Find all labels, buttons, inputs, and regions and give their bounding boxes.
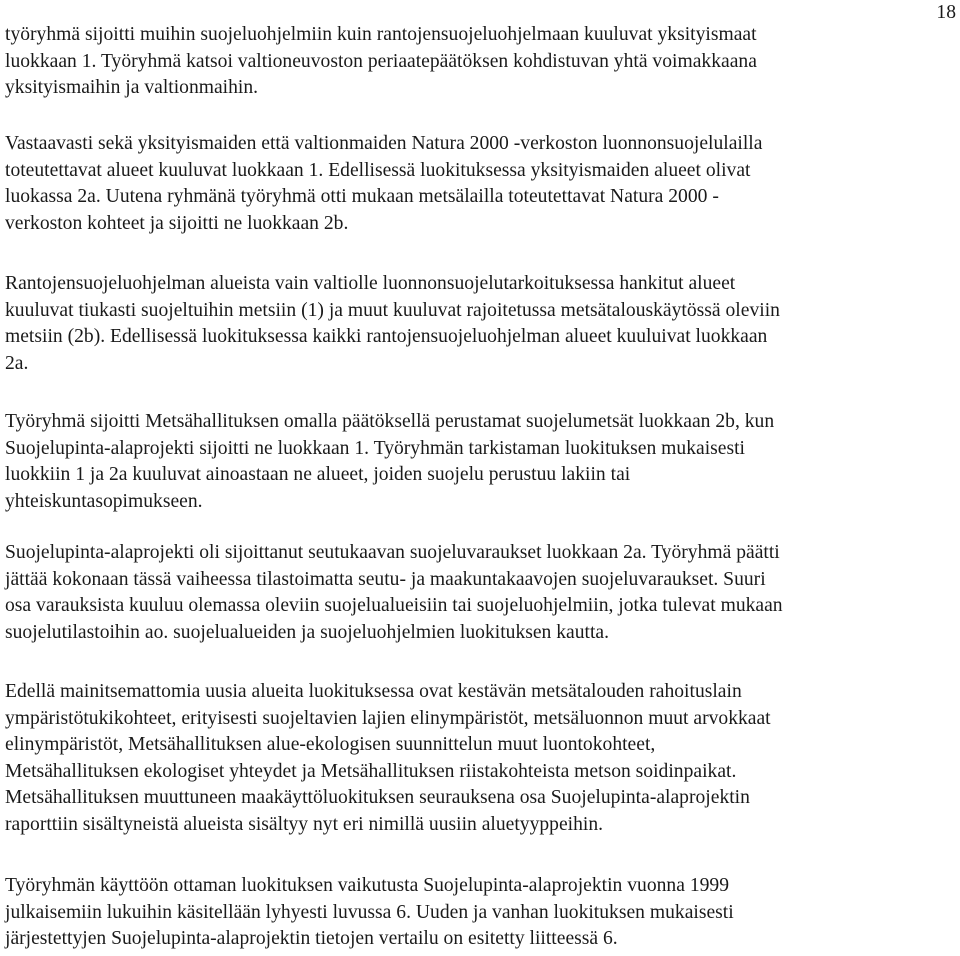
paragraph-line: Metsähallituksen muuttuneen maakäyttöluokituksen seurauksena osa Suojelupinta-alaprojektin (5, 787, 750, 809)
paragraph-line: Suojelupinta-alaprojekti sijoitti ne luokkaan 1. Työryhmän tarkistaman luokituksen mukaisesti (5, 437, 745, 459)
paragraph-7 (5, 873, 935, 953)
paragraph-line: Suojelupinta-alaprojekti oli sijoittanut seutukaavan suojeluvaraukset luokkaan 2a. Työryhmä päätti (5, 542, 780, 563)
paragraph-2 (5, 131, 935, 237)
paragraph-line: elinympäristöt, Metsähallituksen alue-ekologisen suunnittelun muut luontokohteet, (5, 734, 656, 756)
paragraph-line: yhteiskuntasopimukseen. (5, 490, 203, 512)
paragraph-line: Vastaavasti sekä yksityismaiden että valtionmaiden Natura 2000 -verkoston luonnonsuojelulailla (5, 133, 763, 154)
paragraph-line: Työryhmän käyttöön ottaman luokituksen vaikutusta Suojelupinta-alaprojektin vuonna 1999 (5, 875, 730, 896)
paragraph-line: järjestettyjen Suojelupinta-alaprojektin tietojen vertailu on esitetty liitteessä 6. (5, 928, 618, 950)
paragraph-5 (5, 540, 935, 646)
page-number: 18 (936, 2, 956, 23)
paragraph-line: kuuluvat tiukasti suojeltuihin metsiin (1) ja muut kuuluvat rajoitetussa metsätalouskäytössä oleviin (5, 299, 780, 321)
paragraph-line: luokkiin 1 ja 2a kuuluvat ainoastaan ne alueet, joiden suojelu perustuu lakiin tai (5, 464, 631, 486)
paragraph-line: ympäristötukikohteet, erityisesti suojeltavien lajien elinympäristöt, metsäluonnon muut arvokkaat (5, 707, 771, 729)
paragraph-line: Työryhmä sijoitti Metsähallituksen omalla päätöksellä perustamat suojelumetsät luokkaan 2b, kun (5, 411, 775, 432)
paragraph-line: Rantojensuojeluohjelman alueista vain valtiolle luonnonsuojelutarkoituksessa hankitut alueet (5, 273, 736, 294)
paragraph-3 (5, 271, 935, 377)
paragraph-4 (5, 409, 935, 515)
paragraph-line: luokassa 2a. Uutena ryhmänä työryhmä otti mukaan metsälailla toteutettavat Natura 2000 - (5, 186, 719, 208)
paragraph-line: metsiin (2b). Edellisessä luokituksessa kaikki rantojensuojeluohjelman alueet kuuluivat luokkaan (5, 326, 768, 348)
paragraph-line: Edellä mainitsemattomia uusia alueita luokituksessa ovat kestävän metsätalouden rahoituslain (5, 681, 742, 702)
paragraph-line: yksityismaihin ja valtionmaihin. (5, 77, 259, 99)
paragraph-line: suojelutilastoihin ao. suojelualueiden ja suojeluohjelmien luokituksen kautta. (5, 621, 610, 643)
paragraph-line: raporttiin sisältyneistä alueista sisältyy nyt eri nimillä uusiin aluetyyppeihin. (5, 813, 604, 835)
paragraph-6 (5, 679, 935, 839)
paragraph-line: toteutettavat alueet kuuluvat luokkaan 1. Edellisessä luokituksessa yksityismaiden alueet olivat (5, 159, 751, 181)
paragraph-line: verkoston kohteet ja sijoitti ne luokkaan 2b. (5, 212, 349, 234)
paragraph-line: osa varauksista kuuluu olemassa oleviin suojelualueisiin tai suojeluohjelmiin, jotka tulevat mukaan (5, 595, 783, 617)
paragraph-line: jättää kokonaan tässä vaiheessa tilastoimatta seutu- ja maakuntakaavojen suojeluvaraukset. Suuri (5, 568, 766, 590)
paragraph-line: luokkaan 1. Työryhmä katsoi valtioneuvoston periaatepäätöksen kohdistuvan yhtä voimakkaana (5, 50, 757, 72)
paragraph-line: Metsähallituksen ekologiset yhteydet ja Metsähallituksen riistakohteista metson soidinpaikat. (5, 760, 737, 782)
paragraph-line: julkaisemiin lukuihin käsitellään lyhyesti luvussa 6. Uuden ja vanhan luokituksen mukaisesti (5, 901, 734, 923)
paragraph-line: 2a. (5, 352, 29, 374)
paragraph-line: työryhmä sijoitti muihin suojeluohjelmiin kuin rantojensuojeluohjelmaan kuuluvat yksityismaat (5, 24, 757, 45)
paragraph-1 (5, 22, 935, 102)
